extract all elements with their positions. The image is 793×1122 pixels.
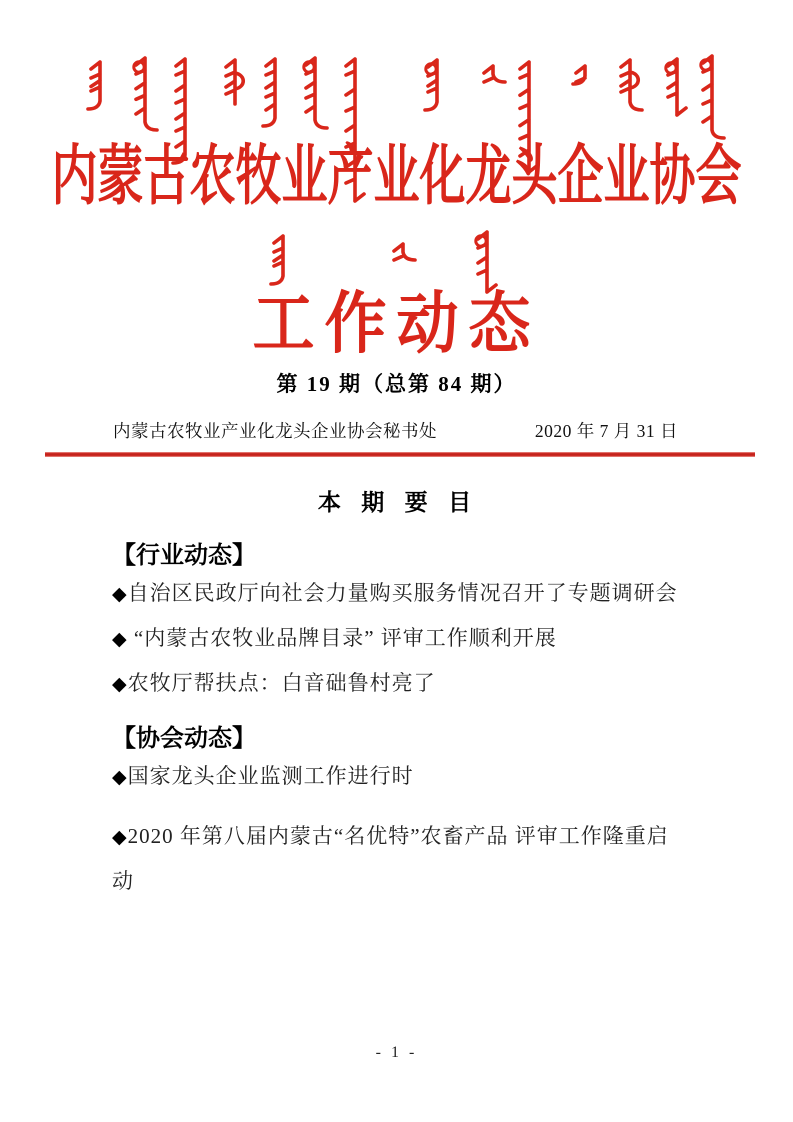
mongolian-script-word (570, 62, 600, 88)
toc-item-text: 2020 年第八届内蒙古“名优特”农畜产品 评审工作隆重启动 (112, 823, 669, 893)
toc-item (112, 571, 684, 616)
mongolian-script-word (615, 56, 645, 114)
org-name-title: 内蒙古农牧业产业化龙头企业协会 (51, 139, 742, 213)
toc-item-text: 国家龙头企业监测工作进行时 (127, 764, 414, 789)
byline (113, 418, 678, 443)
mongolian-script-word (300, 54, 330, 132)
section-industry-news (112, 541, 684, 706)
mongolian-script-word (662, 55, 692, 119)
issue-number-line: 第 19 期（总第 84 期） (276, 372, 517, 396)
diamond-bullet-icon: ◆ (112, 628, 128, 651)
mongolian-script-word (388, 240, 418, 264)
section-association-news (112, 724, 684, 903)
issuer-name: 内蒙古农牧业产业化龙头企业协会秘书处 (113, 421, 437, 441)
toc-item (112, 754, 684, 799)
page-number: - 1 - (375, 1044, 418, 1061)
toc-item (112, 814, 684, 904)
diamond-bullet-icon: ◆ (112, 583, 128, 605)
toc-item-text: “内蒙古农牧业品牌目录” 评审工作顺利开展 (127, 626, 557, 651)
section-header-industry: 【行业动态】 (112, 542, 256, 569)
mongolian-script-word (260, 55, 290, 130)
mongolian-script-word (478, 62, 508, 86)
mongolian-script-word (220, 56, 250, 116)
toc-item (112, 661, 684, 706)
toc-item (112, 616, 684, 661)
mongolian-script-word (130, 54, 160, 134)
toc-item-text: 农牧厅帮扶点：白音础鲁村亮了 (127, 671, 436, 696)
bulletin-title: 工作动态 (252, 288, 541, 362)
toc-item-text: 自治区民政厅向社会力量购买服务情况召开了专题调研会 (127, 581, 678, 605)
diamond-bullet-icon: ◆ (112, 766, 128, 789)
diamond-bullet-icon: ◆ (112, 825, 128, 848)
toc-title: 本 期 要 目 (317, 489, 479, 515)
toc-content (112, 487, 684, 904)
section-header-association: 【协会动态】 (112, 725, 256, 753)
diamond-bullet-icon: ◆ (112, 673, 128, 696)
mongolian-script-word (422, 56, 452, 114)
mongolian-script-word (85, 58, 115, 113)
issue-date: 2020 年 7 月 31 日 (534, 421, 678, 441)
red-divider-rule (45, 452, 755, 457)
